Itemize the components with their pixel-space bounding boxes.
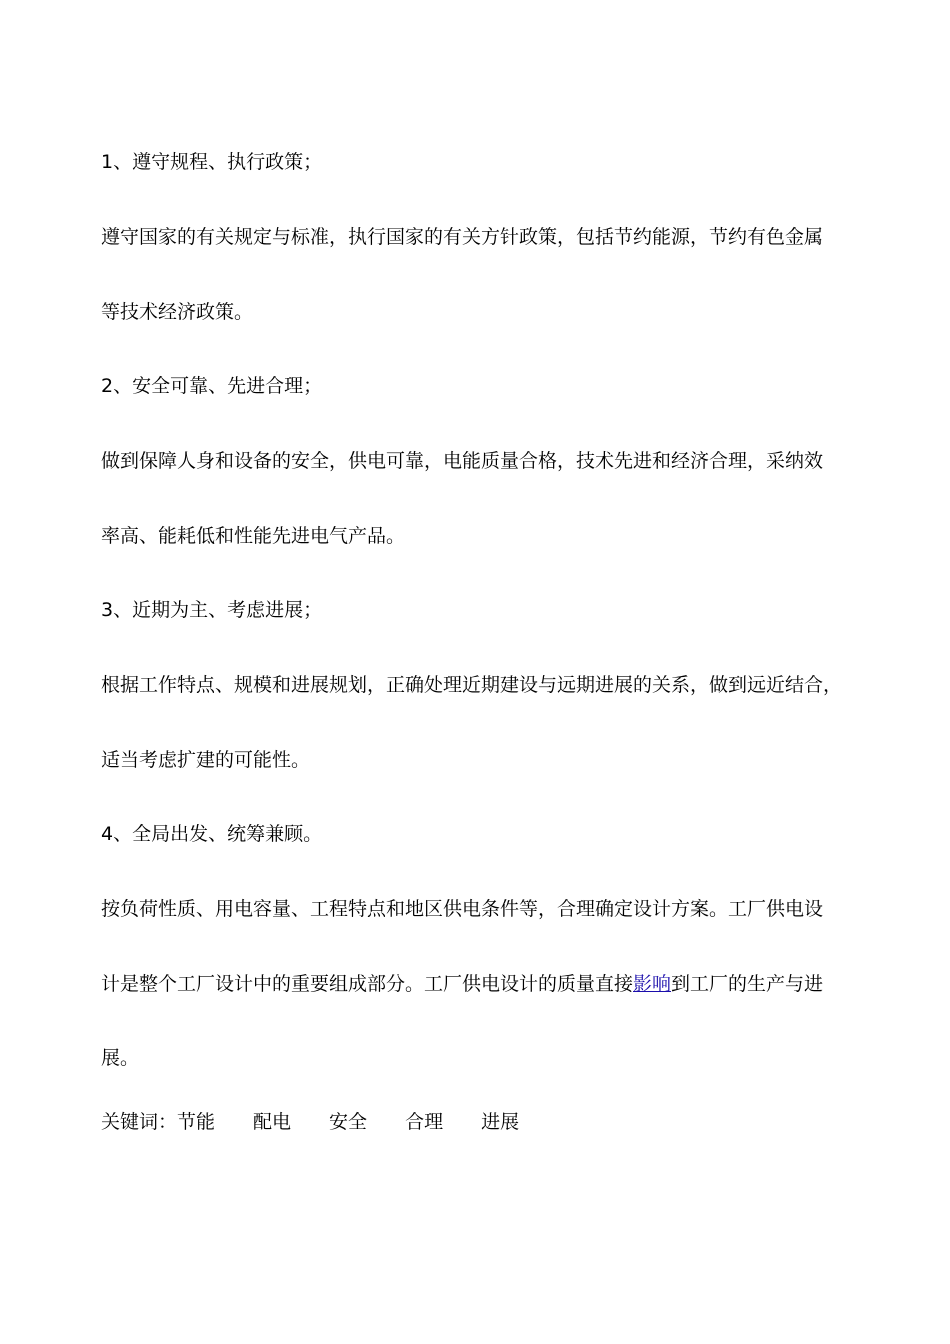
section-4-body-line-2-after: 到工厂的生产与进 <box>671 973 824 995</box>
keyword-item: 进展 <box>481 1111 520 1133</box>
section-3-body-line-2: 适当考虑扩建的可能性。 <box>101 749 311 771</box>
keyword-item: 配电 <box>253 1111 292 1133</box>
section-3-heading: 3、近期为主、考虑进展； <box>101 599 323 621</box>
keyword-item: 节能 <box>177 1111 216 1133</box>
keywords-row <box>101 1110 557 1134</box>
section-4-body-line-2 <box>101 972 823 996</box>
keywords-label: 关键词： <box>101 1111 178 1133</box>
section-2-body-line-2: 率高、能耗低和性能先进电气产品。 <box>101 525 406 547</box>
section-2-heading: 2、安全可靠、先进合理； <box>101 375 323 397</box>
section-4-body-line-3: 展。 <box>101 1047 140 1069</box>
section-3-body-line-1: 根据工作特点、规模和进展规划，正确处理近期建设与远期进展的关系，做到远近结合， <box>101 674 843 696</box>
section-2-body-line-1: 做到保障人身和设备的安全，供电可靠，电能质量合格，技术先进和经济合理，采纳效 <box>101 450 824 472</box>
impact-link[interactable]: 影响 <box>633 973 672 995</box>
section-1-body-line-1: 遵守国家的有关规定与标准，执行国家的有关方针政策，包括节约能源，节约有色金属 <box>101 226 824 248</box>
keyword-item: 安全 <box>329 1111 368 1133</box>
section-4-body-line-2-before: 计是整个工厂设计中的重要组成部分。工厂供电设计的质量直接 <box>101 973 634 995</box>
keyword-item: 合理 <box>405 1111 444 1133</box>
section-4-body-line-1: 按负荷性质、用电容量、工程特点和地区供电条件等，合理确定设计方案。工厂供电设 <box>101 898 824 920</box>
section-4-heading: 4、全局出发、统筹兼顾。 <box>101 823 323 845</box>
section-1-body-line-2: 等技术经济政策。 <box>101 301 254 323</box>
section-1-heading: 1、遵守规程、执行政策； <box>101 151 323 173</box>
